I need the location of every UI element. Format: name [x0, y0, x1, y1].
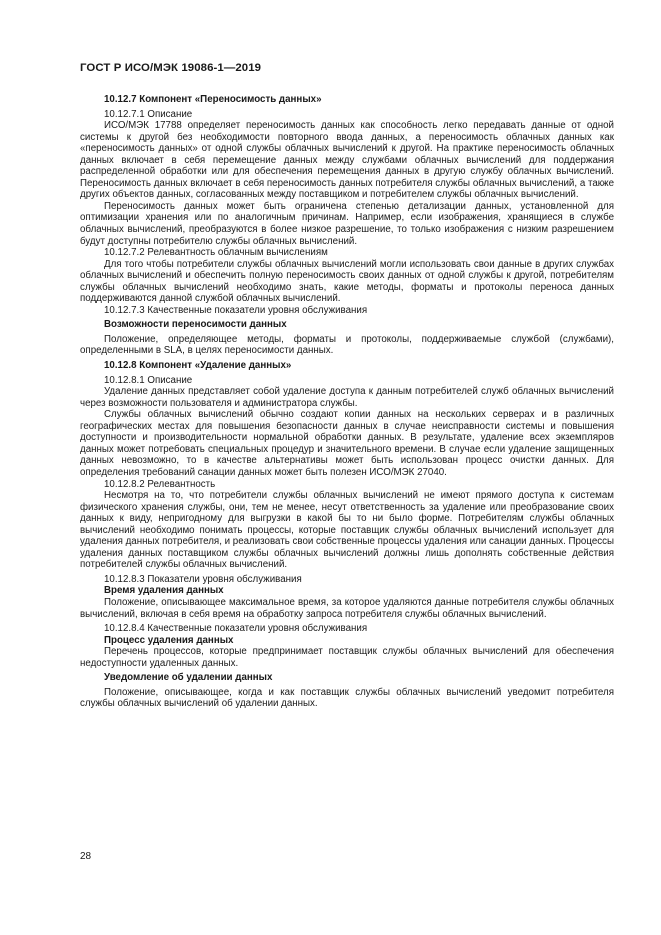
body-paragraph: Положение, описывающее максимальное время, за которое удаляются данные потребителя службы облачных вычислений, включая в себя время на обработку запроса потребителя службы облачных вычислений.	[80, 596, 614, 620]
page-number: 28	[80, 851, 92, 862]
subsection-heading: 10.12.7.1 Описание	[104, 108, 193, 120]
section-heading-data-deletion: 10.12.8 Компонент «Удаление данных»	[104, 360, 292, 372]
body-paragraph: Службы облачных вычислений обычно создают копии данных на нескольких серверах и в различных географических местах для повышения безопасности данных в случае неисправности системы и повышения доступности и производительности нормальной обработки данных. В результате, удаление всех экземпляров данных может потребовать специальных процедур и значительного времени. В случае если удаление защищенных данных невозможно, то в качестве альтернативы может быть использован процесс очистки данных. Для определения требований санации данных может быть полезен ИСО/МЭК 27040.	[80, 409, 614, 478]
bold-term-heading: Время удаления данных	[104, 585, 224, 597]
subsection-heading: 10.12.7.2 Релевантность облачным вычислениям	[104, 247, 328, 259]
subsection-heading: 10.12.8.3 Показатели уровня обслуживания	[104, 573, 302, 585]
body-paragraph: Несмотря на то, что потребители службы облачных вычислений не имеют прямого доступа к системам физического хранения службы, они, тем не менее, несут ответственность за удаление или преобразование своих данных к виду, непригодному для выгрузки в какой бы то ни было форме. Потребителям службы облачных вычислений необходимо понимать процессы, которые поставщик службы облачных вычислений использует для удаления данных потребителя, и реализовать свои собственные процессы удаления или санации данных. Процессы удаления данных поставщиком службы облачных вычислений должны лишь дополнять собственные действия потребителей службы облачных вычислений.	[80, 490, 614, 571]
body-paragraph: Положение, определяющее методы, форматы и протоколы, поддерживаемые службой (службами), определенными в SLA, в целях переносимости данных.	[80, 333, 614, 357]
bold-term-heading: Уведомление об удалении данных	[104, 672, 273, 684]
subsection-heading: 10.12.7.3 Качественные показатели уровня обслуживания	[104, 304, 368, 316]
body-paragraph: ИСО/МЭК 17788 определяет переносимость данных как способность легко передавать данные от одной системы к другой без необходимости повторного ввода данных, а переносимость облачных данных как «переносимость данных» от одной службы облачных вычислений к другой. На практике переносимость облачных данных включает в себя перемещение данных между службами облачных вычислений для поддержания распределенной обработки или для обеспечения перемещения данных в другую службу облачных вычислений. Переносимость данных включает в себя переносимость данных потребителя службы облачных вычислений, а также других объектов данных, согласованных между поставщиком и потребителем службы облачных вычислений.	[80, 120, 614, 201]
bold-term-heading: Процесс удаления данных	[104, 634, 234, 646]
body-paragraph: Для того чтобы потребители службы облачных вычислений могли использовать свои данные в других службах облачных вычислений и обеспечить полную переносимость своих данных от одной службы к другой, потребителям службы облачных вычислений необходимо знать, какие методы, форматы и протоколы переноса данных поддерживаются данной службой облачных вычислений.	[80, 258, 614, 305]
body-paragraph: Переносимость данных может быть ограничена степенью детализации данных, установленной для оптимизации хранения или по аналогичным причинам. Например, если изображения, хранящиеся в службе облачных вычислений, преобразуются в более низкое разрешение, то только изображения с низким разрешением будут доступны потребителю службы облачных вычислений.	[80, 200, 614, 247]
subsection-heading: 10.12.8.4 Качественные показатели уровня обслуживания	[104, 623, 368, 635]
body-paragraph: Положение, описывающее, когда и как поставщик службы облачных вычислений уведомит потребителя службы облачных вычислений об удалении данных.	[80, 686, 614, 710]
body-paragraph: Перечень процессов, которые предпринимает поставщик службы облачных вычислений для обеспечения недоступности удаленных данных.	[80, 646, 614, 669]
subsection-heading: 10.12.8.1 Описание	[104, 374, 193, 386]
section-heading-data-portability: 10.12.7 Компонент «Переносимость данных»	[104, 94, 322, 105]
bold-term-heading: Возможности переносимости данных	[104, 319, 287, 331]
running-header: ГОСТ Р ИСО/МЭК 19086-1—2019	[80, 62, 262, 74]
body-paragraph: Удаление данных представляет собой удаление доступа к данным потребителей служб облачных вычислений через возможности пользователя и администратора службы.	[80, 386, 614, 409]
subsection-heading: 10.12.8.2 Релевантность	[104, 478, 216, 490]
page-body	[80, 89, 614, 710]
